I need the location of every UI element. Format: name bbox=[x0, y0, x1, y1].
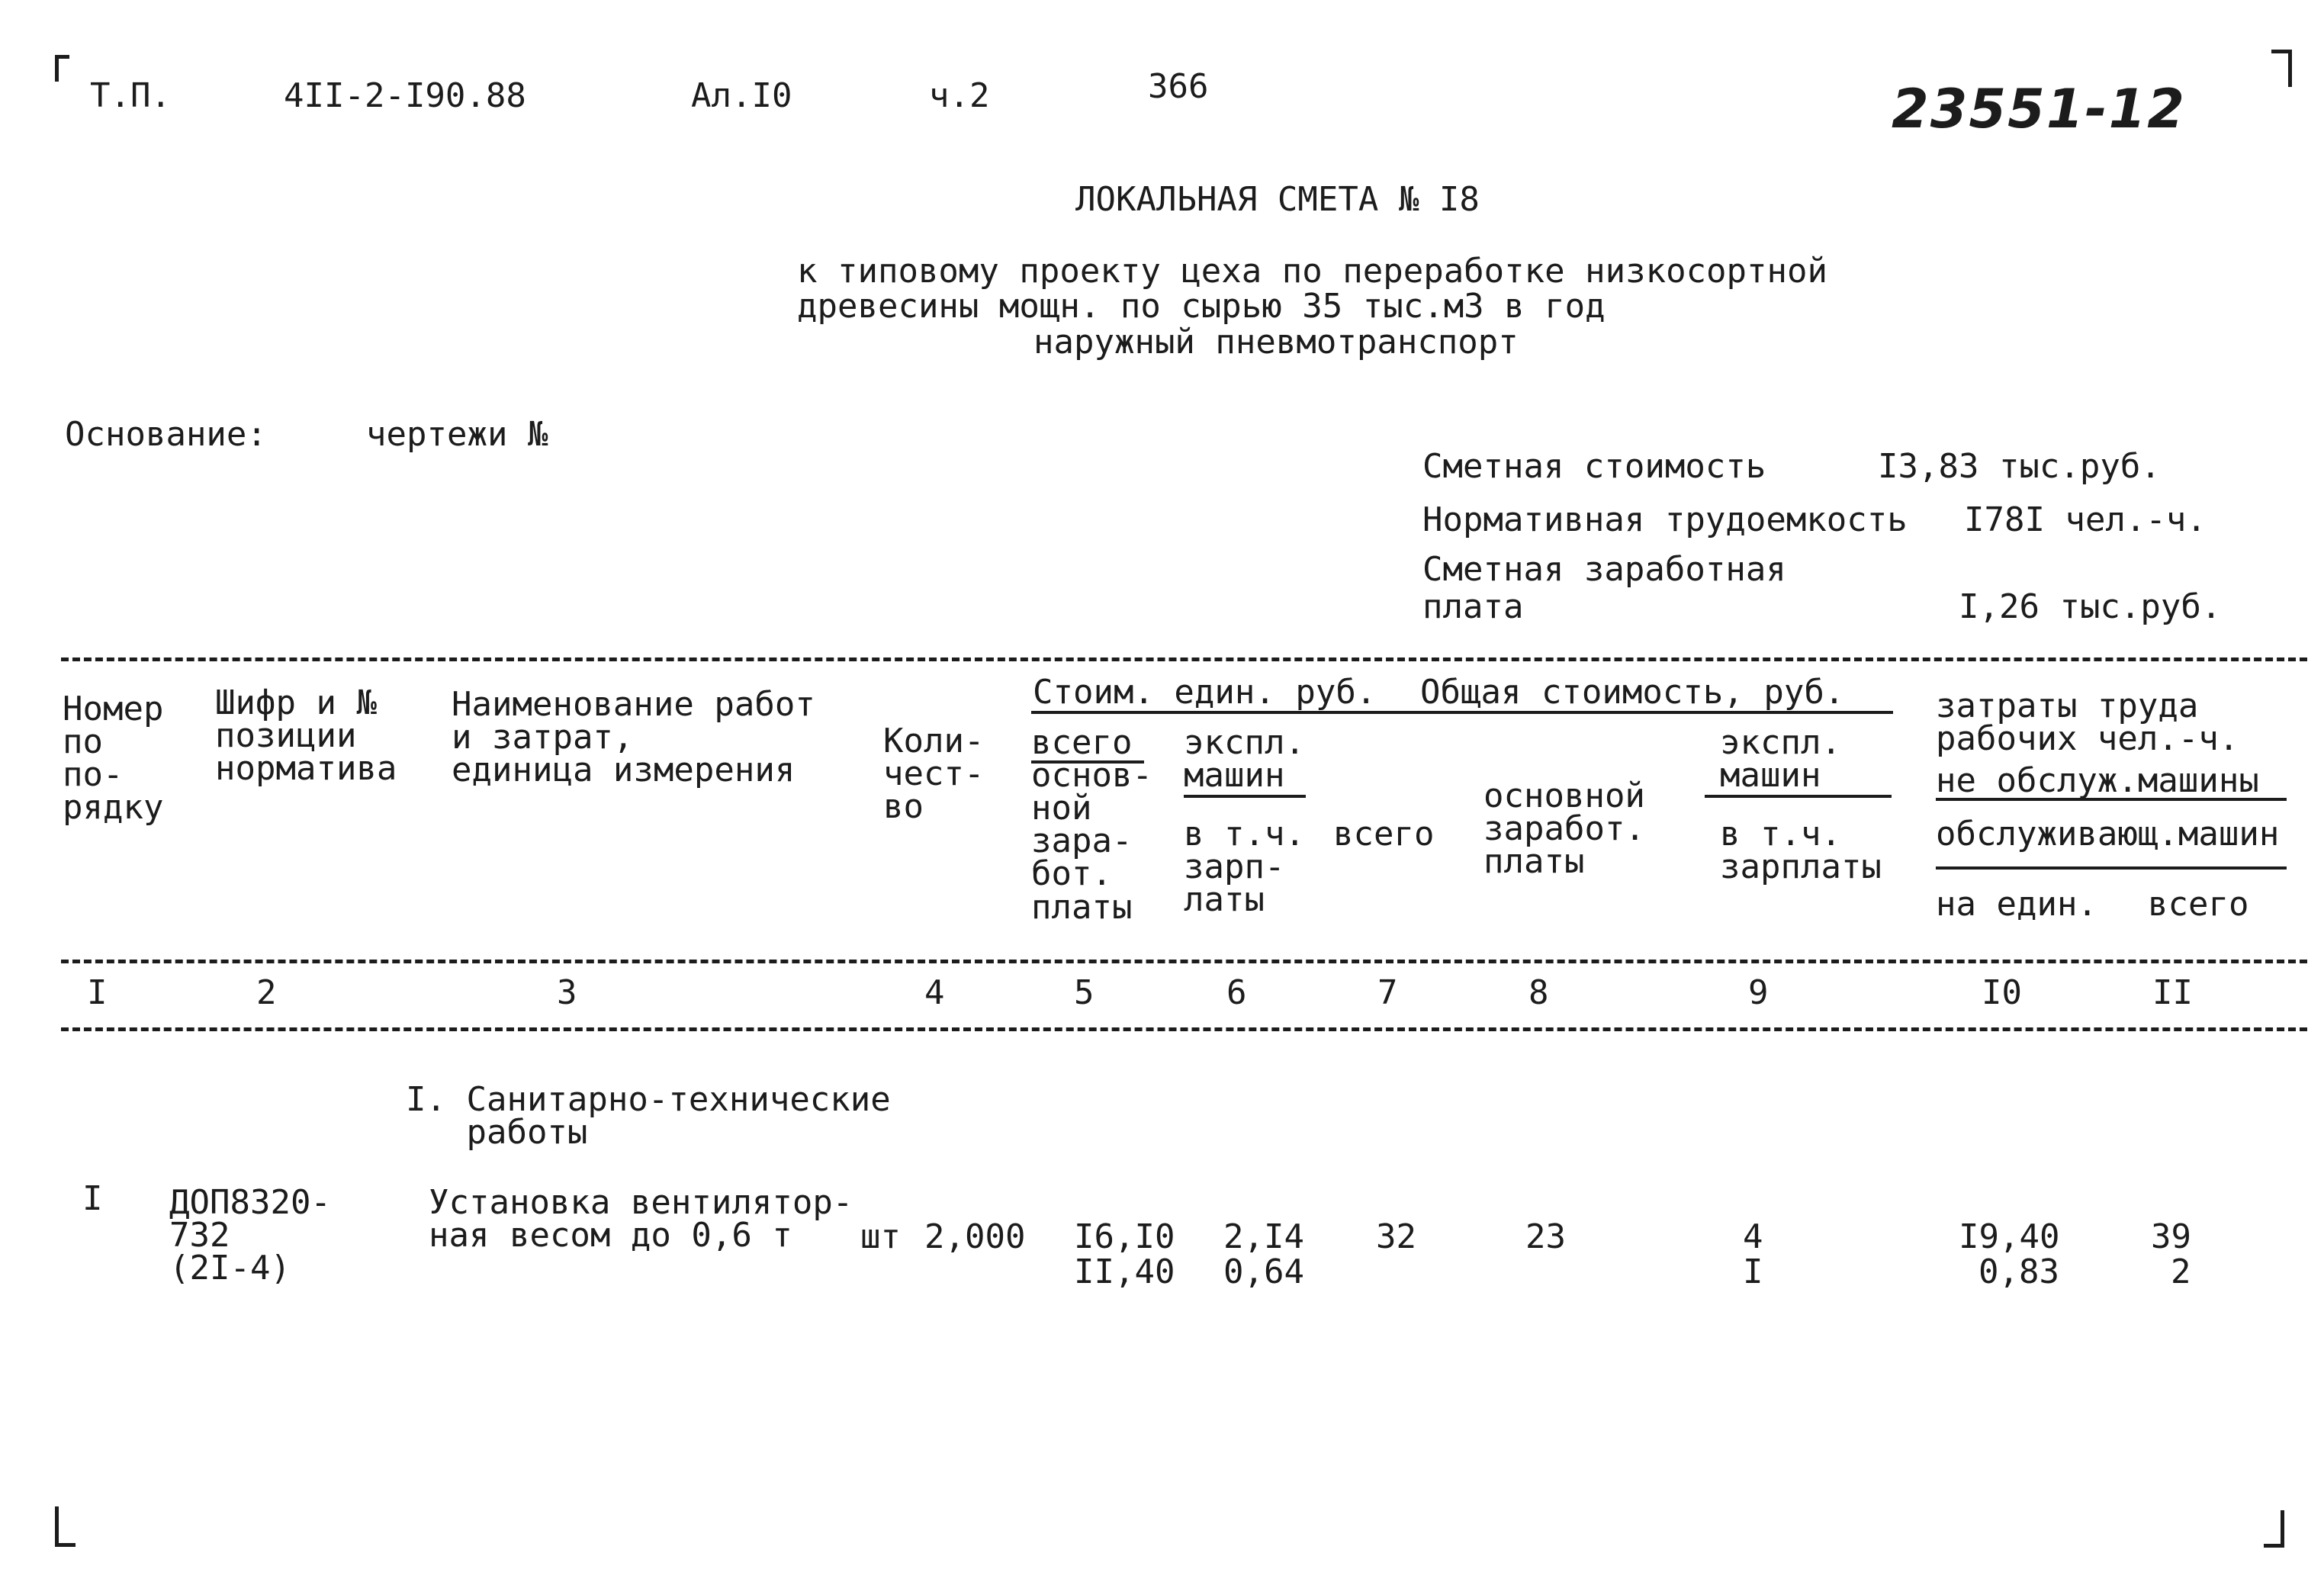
header-total-base-wage: основной заработ. платы bbox=[1483, 776, 1645, 882]
header-work-name: Наименование работ и затрат, единица измерения bbox=[452, 685, 815, 790]
document-title: ЛОКАЛЬНАЯ СМЕТА № I8 bbox=[1075, 180, 1480, 219]
title-line-3: наружный пневмотранспорт bbox=[1033, 323, 1519, 362]
corner-mark-bottom-right bbox=[2264, 1510, 2284, 1548]
row-unit-machine: 2,I4 bbox=[1223, 1217, 1304, 1256]
header-total-machine-wage: в т.ч. зарплаты bbox=[1720, 815, 1882, 887]
row-labor-total: 39 bbox=[2151, 1217, 2191, 1256]
corner-mark-top-right bbox=[2271, 50, 2292, 87]
row-quantity: 2,000 bbox=[924, 1217, 1026, 1256]
column-numbers-bottom-rule bbox=[61, 1027, 2307, 1031]
header-bottom-rule bbox=[61, 960, 2307, 963]
estimated-cost-value: I3,83 тыс.руб. bbox=[1878, 447, 2161, 486]
column-number: 7 bbox=[1377, 973, 1398, 1012]
header-total-machine: экспл. машин bbox=[1720, 723, 1841, 796]
album-number: Ал.I0 bbox=[691, 76, 792, 115]
labor-serving-divider bbox=[1936, 866, 2287, 870]
labor-intensity-label: Нормативная трудоемкость bbox=[1422, 500, 1908, 539]
header-unit-machine: экспл. машин bbox=[1184, 723, 1305, 796]
header-labor-serving: обслуживающ.машин bbox=[1936, 815, 2280, 854]
row-labor-per-unit: I9,40 bbox=[1959, 1217, 2060, 1256]
header-total: всего bbox=[1333, 815, 1435, 854]
corner-mark-bottom-left bbox=[55, 1506, 76, 1547]
basis-label: Основание: bbox=[65, 415, 267, 454]
header-labor-group: затраты труда рабочих чел.-ч. bbox=[1936, 686, 2239, 759]
column-number: II bbox=[2152, 973, 2193, 1012]
row-number: I bbox=[82, 1179, 103, 1218]
header-unit-total-base-wage: всего основ- ной зара- бот. платы bbox=[1031, 723, 1152, 927]
row-unit-machine-wage: 0,64 bbox=[1223, 1252, 1304, 1291]
basis-value: чертежи № bbox=[366, 415, 548, 454]
estimated-wage-label-2: плата bbox=[1422, 587, 1524, 626]
header-row-number: Номер по по- рядку bbox=[63, 690, 164, 828]
row-unit-total: I6,I0 bbox=[1074, 1217, 1175, 1256]
col9-divider bbox=[1705, 795, 1892, 798]
row-norm-code: ДОП8320- 732 (2I-4) bbox=[169, 1183, 331, 1288]
row-total-machine: 4 bbox=[1743, 1217, 1763, 1256]
estimated-wage-label-1: Сметная заработная bbox=[1422, 550, 1786, 589]
header-quantity: Коли- чест- во bbox=[883, 722, 985, 827]
header-labor-not-serving: не обслуж.машины bbox=[1936, 761, 2259, 800]
header-labor-total: всего bbox=[2148, 885, 2249, 924]
unit-cost-group-underline bbox=[1031, 711, 1893, 714]
title-line-1: к типовому проекту цеха по переработке низкосортной bbox=[797, 252, 1828, 291]
col6-divider bbox=[1184, 795, 1306, 798]
estimated-cost-label: Сметная стоимость bbox=[1422, 447, 1766, 486]
header-norm-code: Шифр и № позиции норматива bbox=[215, 683, 397, 789]
handwritten-inventory-number: 23551-12 bbox=[1892, 78, 2186, 140]
row-unit-base-wage: II,40 bbox=[1074, 1252, 1175, 1291]
corner-mark-top-left bbox=[55, 55, 69, 82]
column-number: 2 bbox=[256, 973, 277, 1012]
project-code: 4II-2-I90.88 bbox=[284, 76, 526, 115]
estimated-wage-value: I,26 тыс.руб. bbox=[1959, 587, 2222, 626]
column-number: 3 bbox=[557, 973, 577, 1012]
column-number: 9 bbox=[1748, 973, 1769, 1012]
row-labor-per-unit-serving: 0,83 bbox=[1978, 1252, 2059, 1291]
column-number: I bbox=[87, 973, 108, 1012]
header-unit-cost-group: Стоим. един. руб. bbox=[1033, 673, 1377, 712]
section-title: I. Санитарно-технические работы bbox=[406, 1080, 891, 1153]
header-total-cost-group: Общая стоимость, руб. bbox=[1420, 673, 1845, 712]
row-total-machine-wage: I bbox=[1743, 1252, 1763, 1291]
document-type: Т.П. bbox=[90, 76, 171, 115]
labor-not-serving-underline bbox=[1936, 798, 2287, 801]
row-labor-total-serving: 2 bbox=[2171, 1252, 2191, 1291]
column-number: 6 bbox=[1226, 973, 1247, 1012]
page-number: 366 bbox=[1148, 67, 1209, 106]
column-number: I0 bbox=[1982, 973, 2022, 1012]
column-number: 4 bbox=[924, 973, 945, 1012]
column-number: 5 bbox=[1074, 973, 1094, 1012]
col5-divider bbox=[1031, 760, 1144, 764]
table-top-rule bbox=[61, 657, 2307, 661]
header-unit-machine-wage: в т.ч. зарп- латы bbox=[1184, 815, 1305, 920]
row-unit: шт bbox=[860, 1217, 901, 1256]
row-total-base-wage: 23 bbox=[1525, 1217, 1566, 1256]
column-number: 8 bbox=[1528, 973, 1549, 1012]
labor-intensity-value: I78I чел.-ч. bbox=[1964, 500, 2207, 539]
part-number: ч.2 bbox=[929, 76, 990, 115]
row-total: 32 bbox=[1376, 1217, 1416, 1256]
header-labor-per-unit: на един. bbox=[1936, 885, 2097, 924]
title-line-2: древесины мощн. по сырью 35 тыс.м3 в год bbox=[797, 287, 1606, 326]
row-work-name: Установка вентилятор- ная весом до 0,6 т bbox=[429, 1183, 853, 1255]
